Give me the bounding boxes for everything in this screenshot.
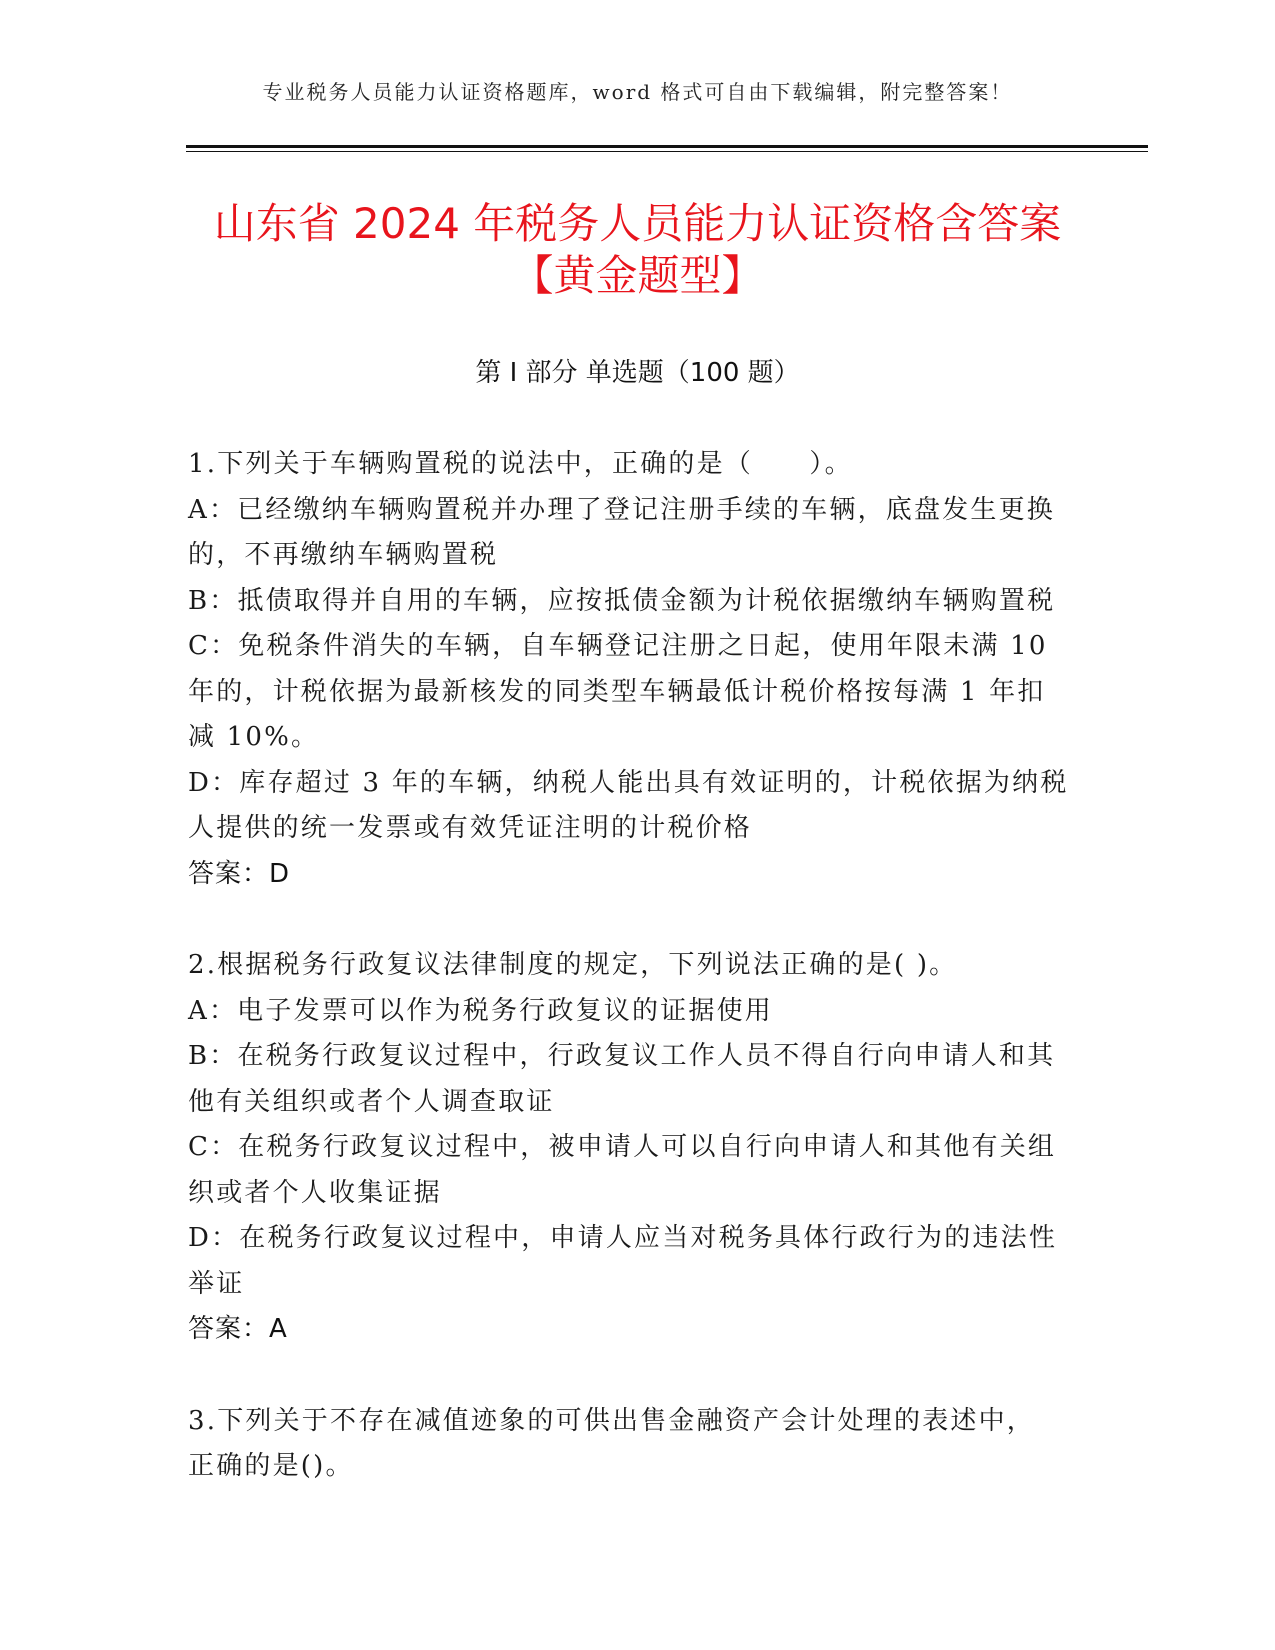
document-title-line-2: 【黄金题型】 [511,251,764,300]
option-a-cont: 的，不再缴纳车辆购置税 [188,540,499,570]
option-c: C：免税条件消失的车辆，自车辆登记注册之日起，使用年限未满 10 [188,631,1048,661]
option-c-cont: 减 10%。 [188,722,320,752]
option-b: B：在税务行政复议过程中，行政复议工作人员不得自行向申请人和其 [188,1041,1056,1071]
answer: 答案：A [188,1314,288,1344]
section-title: 第 I 部分 单选题（100 题） [475,358,800,388]
question-line: 2.根据税务行政复议法律制度的规定，下列说法正确的是( )。 [188,950,958,980]
option-c-cont: 织或者个人收集证据 [188,1177,442,1208]
option-a: A：已经缴纳车辆购置税并办理了登记注册手续的车辆，底盘发生更换 [188,494,1055,525]
option-b-cont: 他有关组织或者个人调查取证 [188,1086,555,1117]
document-title [150,198,1125,302]
question-line-cont: 正确的是()。 [188,1451,354,1481]
option-d-cont: 人提供的统一发票或有效凭证注明的计税价格 [188,813,753,843]
option-d: D：库存超过 3 年的车辆，纳税人能出具有效证明的，计税依据为纳税 [188,767,1069,798]
answer: 答案：D [188,858,291,889]
option-c-cont: 年的，计税依据为最新核发的同类型车辆最低计税价格按每满 1 年扣 [188,676,1046,707]
question-2 [188,943,1093,1353]
document-title-line-1: 山东省 2024 年税务人员能力认证资格含答案 [213,199,1062,248]
page-header: 专业税务人员能力认证资格题库，word 格式可自由下载编辑，附完整答案！ [262,80,1013,104]
header-rule-thick [186,145,1148,148]
option-d-cont: 举证 [188,1268,245,1299]
question-line: 3.下列关于不存在减值迹象的可供出售金融资产会计处理的表述中， [188,1405,1036,1436]
question-line: 1.下列关于车辆购置税的说法中，正确的是（ ）。 [188,449,853,479]
option-b: B：抵债取得并自用的车辆，应按抵债金额为计税依据缴纳车辆购置税 [188,585,1056,616]
option-c: C：在税务行政复议过程中，被申请人可以自行向申请人和其他有关组 [188,1132,1057,1162]
option-d: D：在税务行政复议过程中，申请人应当对税务具体行政行为的违法性 [188,1223,1058,1253]
option-a: A：电子发票可以作为税务行政复议的证据使用 [188,995,773,1026]
header-rule-thin [186,151,1148,152]
question-list [188,442,1093,1536]
question-1 [188,442,1093,897]
question-3 [188,1399,1093,1490]
